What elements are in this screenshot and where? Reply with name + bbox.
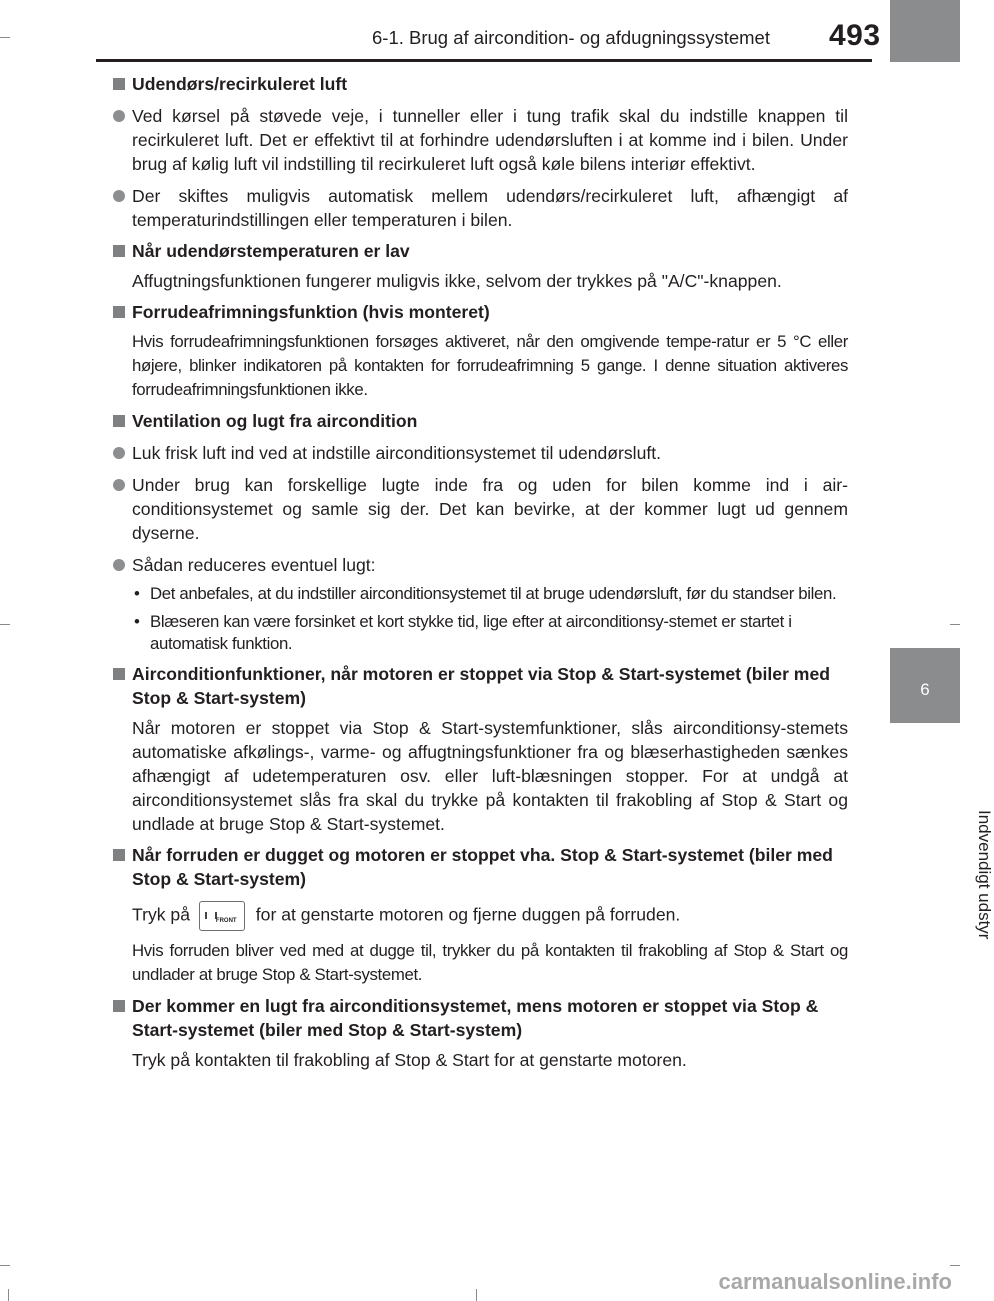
page-header <box>0 0 960 60</box>
sub-item-text: Det anbefales, at du indstiller airconditionsystemet til at bruge udendørsluft, før du standser bilen. <box>150 584 837 603</box>
chapter-label: Indvendigt udstyr <box>975 810 994 940</box>
chapter-side-tab <box>872 0 994 1301</box>
section-ac-stop-start <box>108 662 848 836</box>
sub-list-item <box>108 611 848 655</box>
sub-list-item <box>108 583 848 605</box>
front-defroster-switch-icon <box>199 901 245 931</box>
crop-mark <box>0 624 10 625</box>
section-heading: Forrudeafrimningsfunktion (hvis monteret) <box>108 300 848 324</box>
section-windshield-defrost <box>108 300 848 402</box>
bullet-dot-icon <box>113 190 125 202</box>
header-rule <box>96 59 872 62</box>
section-heading: Når udendørstemperaturen er lav <box>108 239 848 263</box>
bullet-dot-icon <box>113 110 125 122</box>
bullet-text: Luk frisk luft ind ved at indstille airconditionsystemet til udendørsluft. <box>132 443 662 463</box>
section-odor-stop-start <box>108 994 848 1072</box>
bullet-text: Under brug kan forskellige lugte inde fra og uden for bilen komme ind i air-conditionsystemet og samle sig der. Det kan bevirke, at der kommer lugt ud gennem dyserne. <box>132 475 848 543</box>
crop-mark <box>476 1289 477 1301</box>
section-text: Tryk på kontakten til frakobling af Stop & Start for at genstarte motoren. <box>132 1050 687 1070</box>
crop-mark <box>0 37 10 38</box>
sub-bullet-icon: • <box>134 584 140 603</box>
section-outdoor-recirculated-air <box>108 72 848 232</box>
bullet-text: Sådan reduceres eventuel lugt: <box>132 555 376 575</box>
section-text-2: Hvis forruden bliver ved med at dugge til, trykker du på kontakten til frakobling af Stop & Start og undlader at bruge Stop & Start-systemet. <box>132 941 848 984</box>
sub-item-text: Blæseren kan være forsinket et kort stykke tid, lige efter at airconditionsy-stemet er startet i automatisk funktion. <box>150 612 792 653</box>
bullet-dot-icon <box>113 447 125 459</box>
section-heading: Airconditionfunktioner, når motoren er stoppet via Stop & Start-systemet (biler med Stop & Start-system) <box>108 662 848 710</box>
bullet-item <box>108 104 848 176</box>
section-ventilation-odor <box>108 409 848 655</box>
bullet-text: Ved kørsel på støvede veje, i tunneller eller i tung trafik skal du indstille knappen til recirkuleret luft. Det er effektivt til at forhindre udendørsluften i at komme ind i bilen. Under brug af kølig luft vil indstilling til recirkuleret luft også køle bilens interiør effektivt. <box>132 106 848 174</box>
bullet-dot-icon <box>113 479 125 491</box>
bullet-item <box>108 553 848 577</box>
bullet-text: Der skiftes muligvis automatisk mellem udendørs/recirkuleret luft, afhængigt af temperaturindstillingen eller temperaturen i bilen. <box>132 186 848 230</box>
bullet-item <box>108 441 848 465</box>
section-text: Affugtningsfunktionen fungerer muligvis ikke, selvom der trykkes på "A/C"-knappen. <box>132 271 782 291</box>
icon-label: FRONT <box>215 918 237 924</box>
crop-mark <box>0 1265 10 1266</box>
section-title: 6-1. Brug af aircondition- og afdugningssystemet <box>372 27 770 48</box>
section-text: Hvis forrudeafrimningsfunktionen forsøges aktiveret, når den omgivende tempe-ratur er 5 °C eller højere, blinker indikatoren på kontakten for forrudeafrimning 5 gange. I denne situation aktiveres forrudeafrimningsfunktionen ikke. <box>132 332 848 399</box>
bullet-dot-icon <box>113 559 125 571</box>
bullet-item <box>108 184 848 232</box>
section-text: Når motoren er stoppet via Stop & Start-systemfunktioner, slås airconditionsy-stemets automatiske afkølings-, varme- og affugtningsfunktioner fra og blæserhastigheden sænkes afhængigt af udetemperaturen osv. eller luft-blæsningen stopper. For at undgå at airconditionsystemet slås fra skal du trykke på kontakten til frakobling af Stop & Start og undlade at bruge Stop & Start-systemet. <box>132 718 848 834</box>
page-number: 493 <box>829 19 881 52</box>
section-low-outdoor-temperature <box>108 239 848 293</box>
text-before-icon: Tryk på <box>132 904 191 925</box>
crop-mark <box>8 1289 9 1301</box>
bullet-item <box>108 473 848 545</box>
watermark: carmanualsonline.info <box>718 1269 952 1294</box>
section-fogged-windshield <box>108 843 848 987</box>
main-content <box>108 72 848 1079</box>
section-heading: Når forruden er dugget og motoren er stoppet vha. Stop & Start-systemet (biler med Stop & Start-system) <box>108 843 848 891</box>
section-heading: Der kommer en lugt fra airconditionsystemet, mens motoren er stoppet via Stop & Start-systemet (biler med Stop & Start-system) <box>108 994 848 1042</box>
sub-bullet-icon: • <box>134 612 140 631</box>
section-heading: Udendørs/recirkuleret luft <box>108 72 848 96</box>
section-text <box>108 901 848 931</box>
chapter-number: 6 <box>920 680 930 699</box>
side-tab-top-block <box>890 0 960 62</box>
text-after-icon: for at genstarte motoren og fjerne duggen på forruden. <box>255 904 681 925</box>
section-heading: Ventilation og lugt fra aircondition <box>108 409 848 433</box>
